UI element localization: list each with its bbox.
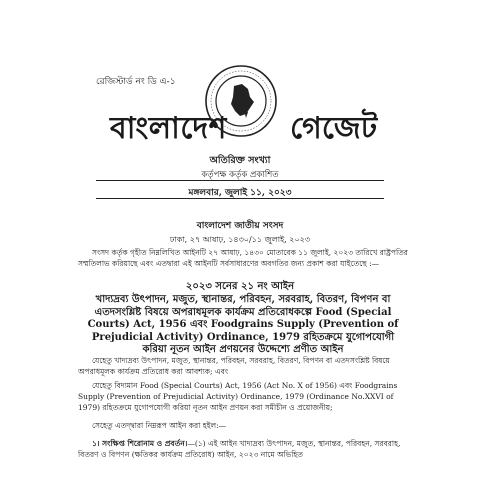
section-1-heading: ১। সংক্ষিপ্ত শিরোনাম ও প্রবর্তন। [92,439,188,448]
act-title: খাদ্যদ্রব্য উৎপাদন, মজুত, স্থানান্তর, পরিবহন, সরবরাহ, বিতরণ, বিপণন বা এতদসংশ্লিষ্ট বিষয়ে অপরাধমূলক কার্যক্রম প্রতিরোধকল্পে Food (Special Courts) Act, 1956 এবং Foodgrains Supply (Prevention of Prejudicial Activity) Ordinance, 1979 রহিতক্রমে যুগোপযোগী করিয়া নূতন আইন প্রণয়নের উদ্দেশ্যে প্রণীত আইন [87,294,399,355]
section-1 [78,438,408,460]
issuing-body: বাংলাদেশ জাতীয় সংসদ [196,221,284,231]
registration-number: রেজিস্টার্ড নং ডি এ-১ [96,77,176,87]
top-divider [96,180,384,181]
publisher-label: কর্তৃপক্ষ কর্তৃক প্রকাশিত [201,170,279,180]
place-date: ঢাকা, ২৭ আষাঢ়, ১৪৩০/১১ জুলাই, ২০২৩ [169,235,311,244]
bottom-divider [96,198,384,199]
government-seal-icon [204,64,278,138]
masthead-bangladesh: বাংলাদেশ [110,111,227,146]
act-number: ২০২৩ সনের ২১ নং আইন [185,281,295,292]
enactment-clause: সেহেতু এতদ্দ্বারা নিম্নরূপ আইন করা হইল:— [92,421,227,430]
whereas-paragraph-1: যেহেতু খাদ্যদ্রব্য উৎপাদন, মজুত, স্থানান্তর, পরিবহন, সরবরাহ, বিতরণ, বিপণন বা এতদসংশ্লিষ্ট বিষয়ে অপরাধমূলক কার্যক্রম প্রতিরোধ করা আবশ্যক; এবং [78,356,390,376]
edition-label: অতিরিক্ত সংখ্যা [209,155,271,166]
issue-date: মঙ্গলবার, জুলাই ১১, ২০২৩ [188,188,292,198]
masthead-gazette: গেজেট [290,111,378,146]
whereas-paragraph-2: যেহেতু বিদ্যমান Food (Special Courts) Act, 1956 (Act No. X of 1956) এবং Foodgrains Supply (Prevention of Prejudicial Activity) Ordinance, 1979 (Ordinance No.XXVI of 1979) রহিতক্রমে যুগোপযোগী করিয়া নূতন আইন প্রণয়ন করা সমীচীন ও প্রয়োজনীয়; [78,381,398,412]
section-1-text: —(১) এই আইন খাদ্যদ্রব্য উৎপাদন, মজুত, স্থানান্তর, পরিবহন, সরবরাহ, বিতরণ ও বিপণন (ক্ষতিকর কার্যক্রম প্রতিরোধ) আইন, ২০২৩ নামে অভিহিত [78,439,401,459]
intro-paragraph: সংসদ কর্তৃক গৃহীত নিম্নলিখিত আইনটি ২৭ আষাঢ়, ১৪৩০ মোতাবেক ১১ জুলাই, ২০২৩ তারিখে রাষ্ট্রপতির সম্মতিলাভ করিয়াছে এবং এতদ্বারা এই আইনটি সর্বসাধারণের অবগতির জন্য প্রকাশ করা যাইতেছে :— [78,248,408,268]
